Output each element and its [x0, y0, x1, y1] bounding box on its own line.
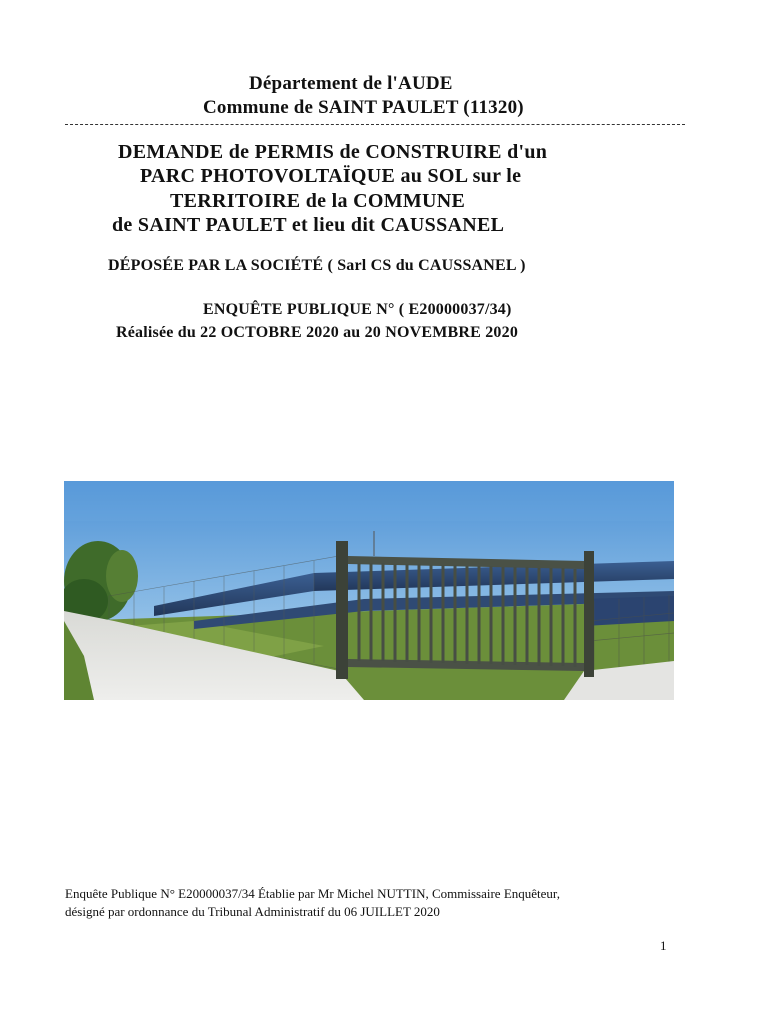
title-line-4: de SAINT PAULET et lieu dit CAUSSANEL: [112, 214, 505, 236]
title-line-3: TERRITOIRE de la COMMUNE: [170, 190, 466, 212]
department-heading: Département de l'AUDE: [249, 73, 453, 94]
solar-park-photo: [64, 481, 674, 700]
title-line-2: PARC PHOTOVOLTAÏQUE au SOL sur le: [140, 165, 522, 187]
inquiry-dates: Réalisée du 22 OCTOBRE 2020 au 20 NOVEMBRE 2020: [116, 324, 519, 341]
applicant-line: DÉPOSÉE PAR LA SOCIÉTÉ ( Sarl CS du CAUSSANEL ): [108, 257, 526, 274]
commune-heading: Commune de SAINT PAULET (11320): [203, 97, 524, 118]
footer-line-2: désigné par ordonnance du Tribunal Administratif du 06 JUILLET 2020: [65, 904, 440, 919]
inquiry-number: ENQUÊTE PUBLIQUE N° ( E20000037/34): [203, 301, 512, 318]
title-line-1: DEMANDE de PERMIS de CONSTRUIRE d'un: [118, 141, 548, 163]
page-number: 1: [660, 938, 667, 953]
footer-line-1: Enquête Publique N° E20000037/34 Établie par Mr Michel NUTTIN, Commissaire Enquêteur,: [65, 886, 560, 901]
dashed-separator: [65, 124, 685, 125]
